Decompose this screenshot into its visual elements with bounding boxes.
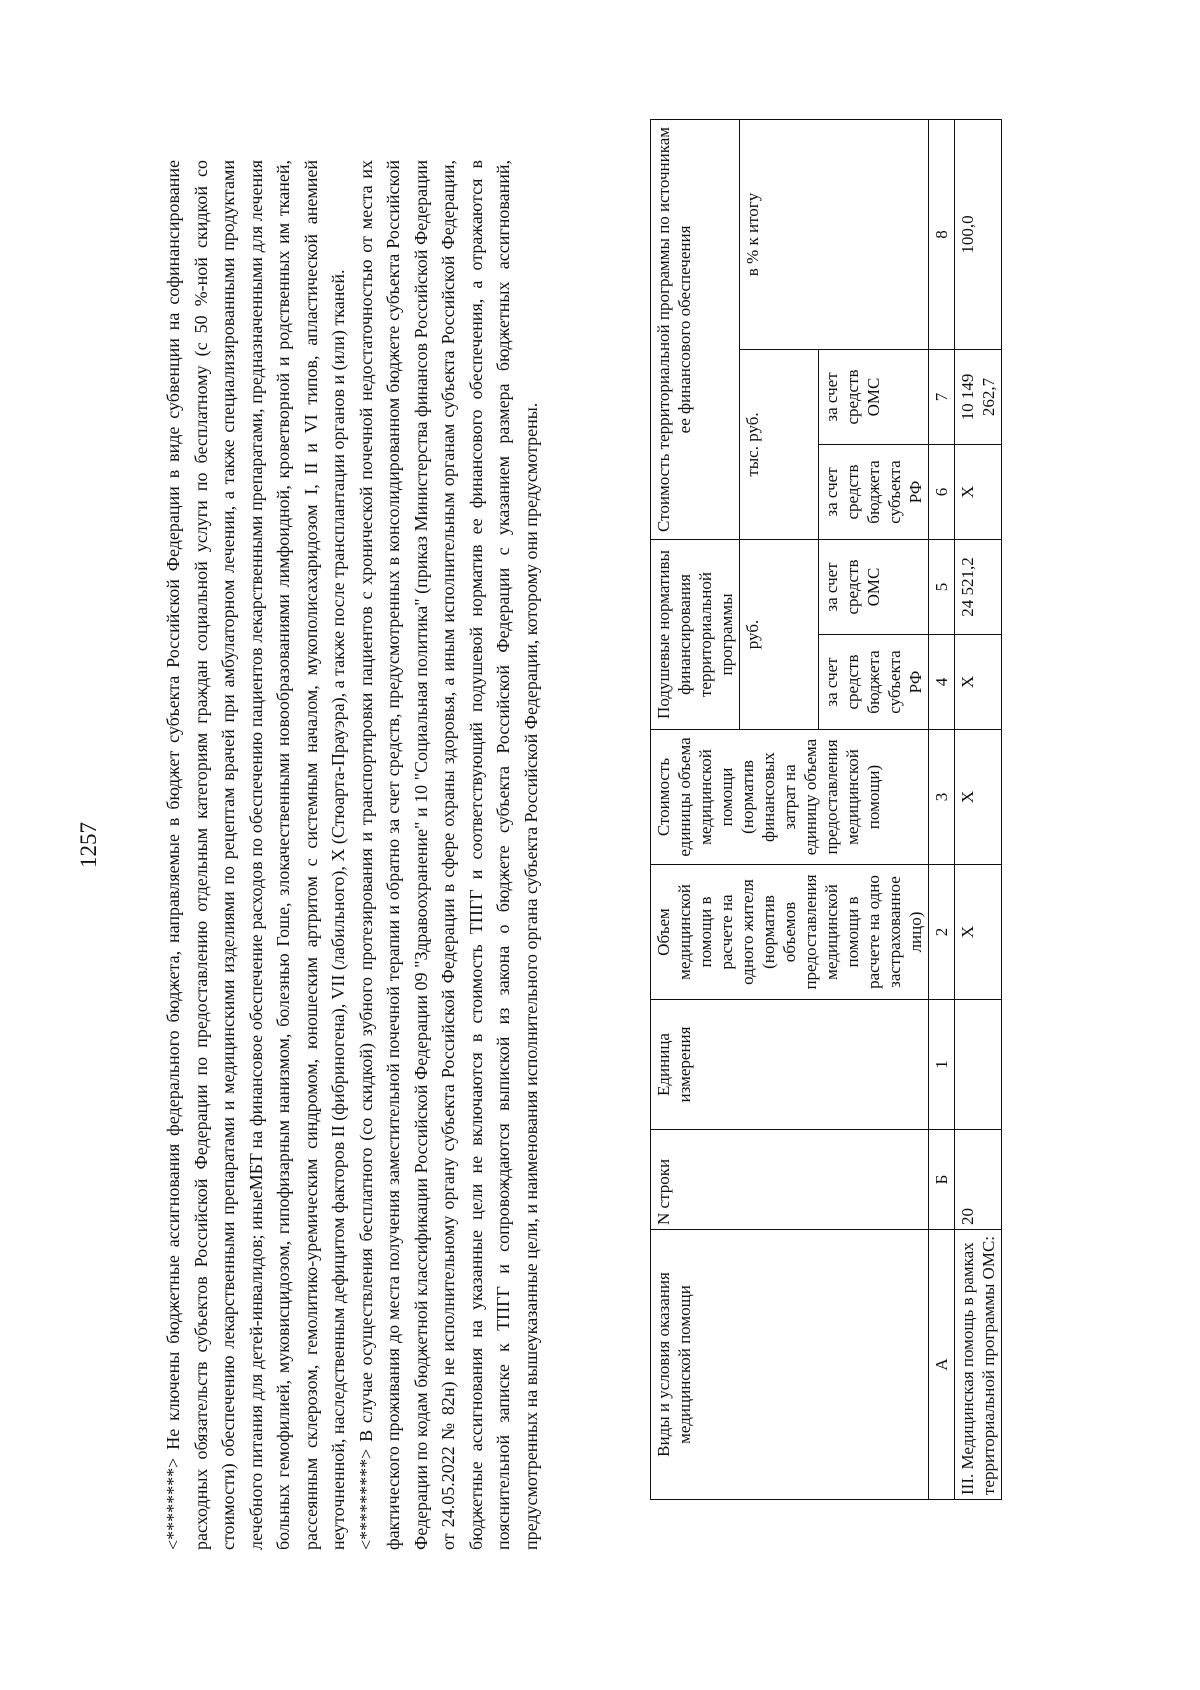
- table-row: [955, 119, 1002, 1499]
- header-per-capita: Подушевые нормативы финансирования территориальной программы: [651, 539, 740, 729]
- table-header-row: [651, 119, 740, 1499]
- col-number: 7: [929, 349, 955, 444]
- col-number: А: [929, 1230, 955, 1500]
- col-number: 8: [929, 119, 955, 349]
- header-unit: Единица измерения: [651, 1000, 929, 1130]
- col-number: 2: [929, 865, 955, 1000]
- row-volume: Х: [955, 865, 1002, 1000]
- row-percent: 100,0: [955, 119, 1002, 349]
- header-volume: Объем медицинской помощи в расчете на одного жителя (норматив объемов предоставления медицинской помощи в расчете на одно застрахованное лицо): [651, 865, 929, 1000]
- col-number: 3: [929, 730, 955, 865]
- footnotes: [160, 160, 545, 1550]
- header-per-capita-oms: за счет средств ОМС: [819, 539, 929, 634]
- row-name: III. Медицинская помощь в рамках территориальной программы ОМС:: [955, 1230, 1002, 1500]
- header-row-no: N строки: [651, 1130, 929, 1230]
- footnote-8: <********> Не ключены бюджетные ассигнования федерального бюджета, направляемые в бюджет субъекта Российской Федерации в виде субвенции на софинансирование расходных обязательств субъектов Российской Федерации по предоставлению отдельным категориям граждан социальной услуги по бесплатному (с 50 %-ной скидкой со стоимости) обеспечению лекарственными препаратами и медицинскими изделиями по рецептам врачей при амбулаторном лечении, а также специализированными продуктами лечебного питания для детей-инвалидов; иныеМБТ на финансовое обеспечение расходов по обеспечению пациентов лекарственными препаратами, предназначенными для лечения больных гемофилией, муковисцидозом, гипофизарным нанизмом, болезнью Гоше, злокачественными новообразованиями лимфоидной, кроветворной и родственных им тканей, рассеянным склерозом, гемолитико-уремическим синдромом, юношеским артритом с системным началом, мукополисахаридозом I, II и VI типов, апластической анемией неуточненной, наследственным дефицитом факторов II (фибриногена), VII (лабильного), X (Стюарта-Прауэра), а также после трансплантации органов и (или) тканей.: [163, 160, 348, 1550]
- col-number: 4: [929, 635, 955, 730]
- row-per-capita-oms: 24 521,2: [955, 539, 1002, 634]
- header-cost-oms: за счет средств ОМС: [819, 349, 929, 444]
- header-rub: руб.: [740, 539, 819, 729]
- row-unit-cost: Х: [955, 730, 1002, 865]
- header-thous-rub: тыс. руб.: [740, 349, 819, 539]
- col-number: Б: [929, 1130, 955, 1230]
- header-types: Виды и условия оказания медицинской помощи: [651, 1230, 929, 1500]
- header-program-cost: Стоимость территориальной программы по источникам ее финансового обеспечения: [651, 119, 740, 539]
- header-unit-cost: Стоимость единицы объема медицинской помощи (норматив финансовых затрат на единицу объема предоставления медицинской помощи): [651, 730, 929, 865]
- header-percent: в % к итогу: [740, 119, 929, 349]
- header-per-capita-budget: за счет средств бюджета субъекта РФ: [819, 635, 929, 730]
- page-number: 1257: [76, 822, 101, 868]
- financing-table: [650, 119, 1002, 1500]
- table-numbering-row: [929, 119, 955, 1499]
- col-number: 5: [929, 539, 955, 634]
- col-number: 6: [929, 444, 955, 539]
- row-number: 20: [955, 1130, 1002, 1230]
- row-cost-oms: 10 149 262,7: [955, 349, 1002, 444]
- row-per-capita-budget: Х: [955, 635, 1002, 730]
- row-cost-budget: Х: [955, 444, 1002, 539]
- footnote-9: <*********> В случае осуществления бесплатного (со скидкой) зубного протезирования и транспортировки пациентов с хронической почечной недостаточностью от места их фактического проживания до места получения заместительной почечной терапии и обратно за счет средств, предусмотренных в консолидированном бюджете субъекта Российской Федерации по кодам бюджетной классификации Российской Федерации 09 "Здравоохранение" и 10 "Социальная политика" (приказ Министерства финансов Российской Федерации от 24.05.2022 № 82н) не исполнительному органу субъекта Российской Федерации в сфере охраны здоровья, а иным исполнительным органам субъекта Российской Федерации, бюджетные ассигнования на указанные цели не включаются в стоимость ТПГГ и соответствующий подушевой норматив ее финансового обеспечения, а отражаются в пояснительной записке к ТПГГ и сопровождаются выпиской из закона о бюджете субъекта Российской Федерации с указанием размера бюджетных ассигнований, предусмотренных на вышеуказанные цели, и наименования исполнительного органа субъекта Российской Федерации, которому они предусмотрены.: [355, 160, 541, 1550]
- row-unit: [955, 1000, 1002, 1130]
- header-cost-budget: за счет средств бюджета субъекта РФ: [819, 444, 929, 539]
- col-number: 1: [929, 1000, 955, 1130]
